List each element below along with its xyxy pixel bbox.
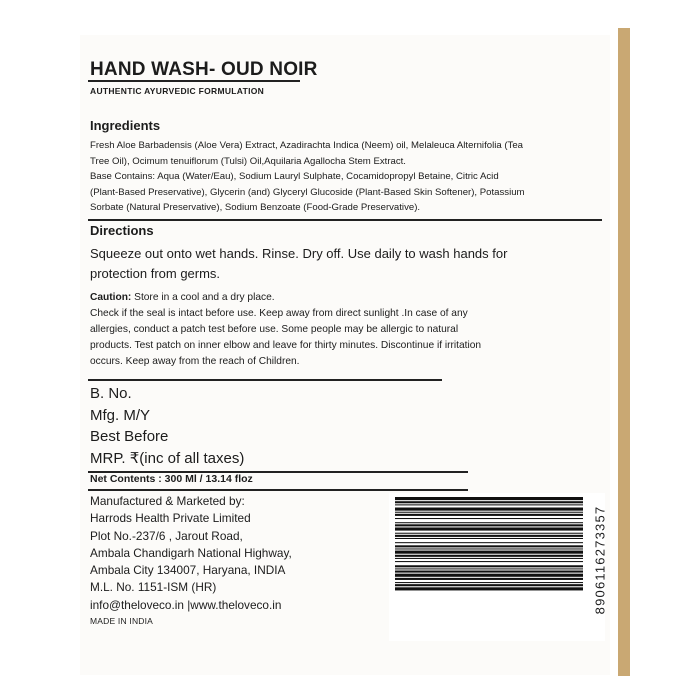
directions-text — [90, 244, 507, 284]
directions-heading: Directions — [90, 223, 154, 238]
barcode-bar — [395, 542, 583, 543]
barcode-bar — [395, 533, 583, 534]
barcode-number: 8906116273357 — [592, 505, 608, 615]
manufacturer-line: Plot No.-237/6 , Jarout Road, — [90, 528, 243, 543]
product-title: HAND WASH- OUD NOIR — [90, 59, 318, 80]
barcode-bar — [395, 504, 583, 505]
best-before-field: Best Before — [90, 428, 169, 445]
directions-line: protection from germs. — [90, 266, 221, 281]
caution-first-line — [90, 290, 481, 306]
ingredients-text — [90, 138, 525, 216]
barcode-bar — [395, 548, 583, 549]
product-subtitle: AUTHENTIC AYURVEDIC FORMULATION — [90, 86, 265, 96]
barcode-bar — [395, 587, 583, 590]
caution-label: Caution: — [90, 292, 132, 303]
barcode-bar — [395, 551, 583, 554]
barcode-bar — [395, 555, 583, 557]
manufacturer-line: Ambala City 134007, Haryana, INDIA — [90, 563, 286, 578]
ingredients-line: Base Contains: Aqua (Water/Eau), Sodium Lauryl Sulphate, Cocamidopropyl Betaine, Citric Acid — [90, 171, 499, 182]
caution-storage: Store in a cool and a dry place. — [131, 292, 275, 303]
manufacturer-contact: info@theloveco.in |www.theloveco.in — [90, 597, 282, 612]
net-contents: Net Contents : 300 Ml / 13.14 floz — [90, 473, 253, 485]
made-in-label: MADE IN INDIA — [90, 616, 154, 626]
barcode-bar — [395, 545, 583, 547]
caution-text — [90, 290, 481, 370]
barcode-bar — [395, 584, 583, 586]
barcode-bar — [395, 518, 583, 519]
barcode-bar — [395, 501, 583, 503]
barcode-bar — [395, 568, 583, 569]
barcode-bar — [395, 561, 583, 562]
ingredients-line: Sorbate (Natural Preservative), Sodium Benzoate (Food-Grade Preservative). — [90, 202, 421, 213]
directions-line: Squeeze out onto wet hands. Rinse. Dry off. Use daily to wash hands for — [90, 246, 508, 261]
barcode-bar — [395, 497, 583, 500]
barcode-bar — [395, 512, 583, 513]
divider-net — [88, 489, 468, 491]
barcode-bar — [395, 514, 583, 516]
ingredients-heading: Ingredients — [90, 118, 161, 133]
barcode-bar — [395, 508, 583, 511]
manufacturer-line: Harrods Health Private Limited — [90, 511, 251, 526]
barcode-bar — [395, 582, 583, 583]
manufacturer-line: M.L. No. 1151-ISM (HR) — [90, 580, 217, 595]
barcode-bar — [395, 535, 583, 537]
manufacturer-line: Manufactured & Marketed by: — [90, 494, 245, 508]
ingredients-line: Fresh Aloe Barbadensis (Aloe Vera) Extract, Azadirachta Indica (Neem) oil, Melaleuca Alternifolia (Tea — [90, 140, 523, 151]
barcode-bar — [395, 574, 583, 577]
barcode-bar — [395, 578, 583, 580]
ingredients-line: (Plant-Based Preservative), Glycerin (and) Glyceryl Glucoside (Plant-Based Skin Softener), Potassium — [90, 186, 525, 198]
barcode-graphic — [389, 493, 589, 633]
divider-ingredients — [88, 219, 602, 221]
ingredients-line: Tree Oil), Ocimum tenuiflorum (Tulsi) Oil,Aquilaria Agallocha Stem Extract. — [90, 155, 406, 167]
barcode-bar — [395, 524, 583, 526]
accent-stripe — [618, 28, 630, 676]
manufacturer-line: Ambala Chandigarh National Highway, — [90, 545, 292, 560]
mrp-field: MRP. ₹(inc of all taxes) — [90, 449, 245, 467]
barcode-bar — [395, 527, 583, 530]
barcode-bar — [395, 538, 583, 539]
caution-line: occurs. Keep away from the reach of Children. — [90, 356, 300, 367]
caution-line: Check if the seal is intact before use. Keep away from direct sunlight .In case of any — [90, 308, 468, 319]
barcode-bar — [395, 565, 583, 567]
divider-caution — [88, 379, 442, 381]
caution-line: allergies, conduct a patch test before use. Some people may be allergic to natural — [90, 324, 459, 335]
batch-fields — [90, 383, 244, 469]
barcode-bar — [395, 571, 583, 573]
caution-line: products. Test patch on inner elbow and leave for thirty minutes. Discontinue if irritation — [90, 340, 482, 351]
manufacturer-info — [90, 493, 292, 614]
title-underline — [88, 80, 300, 82]
barcode-bar — [395, 558, 583, 559]
batch-number-field: B. No. — [90, 385, 132, 402]
barcode-bar — [395, 522, 583, 523]
barcode-icon — [389, 493, 605, 641]
mfg-date-field: Mfg. M/Y — [90, 406, 151, 424]
